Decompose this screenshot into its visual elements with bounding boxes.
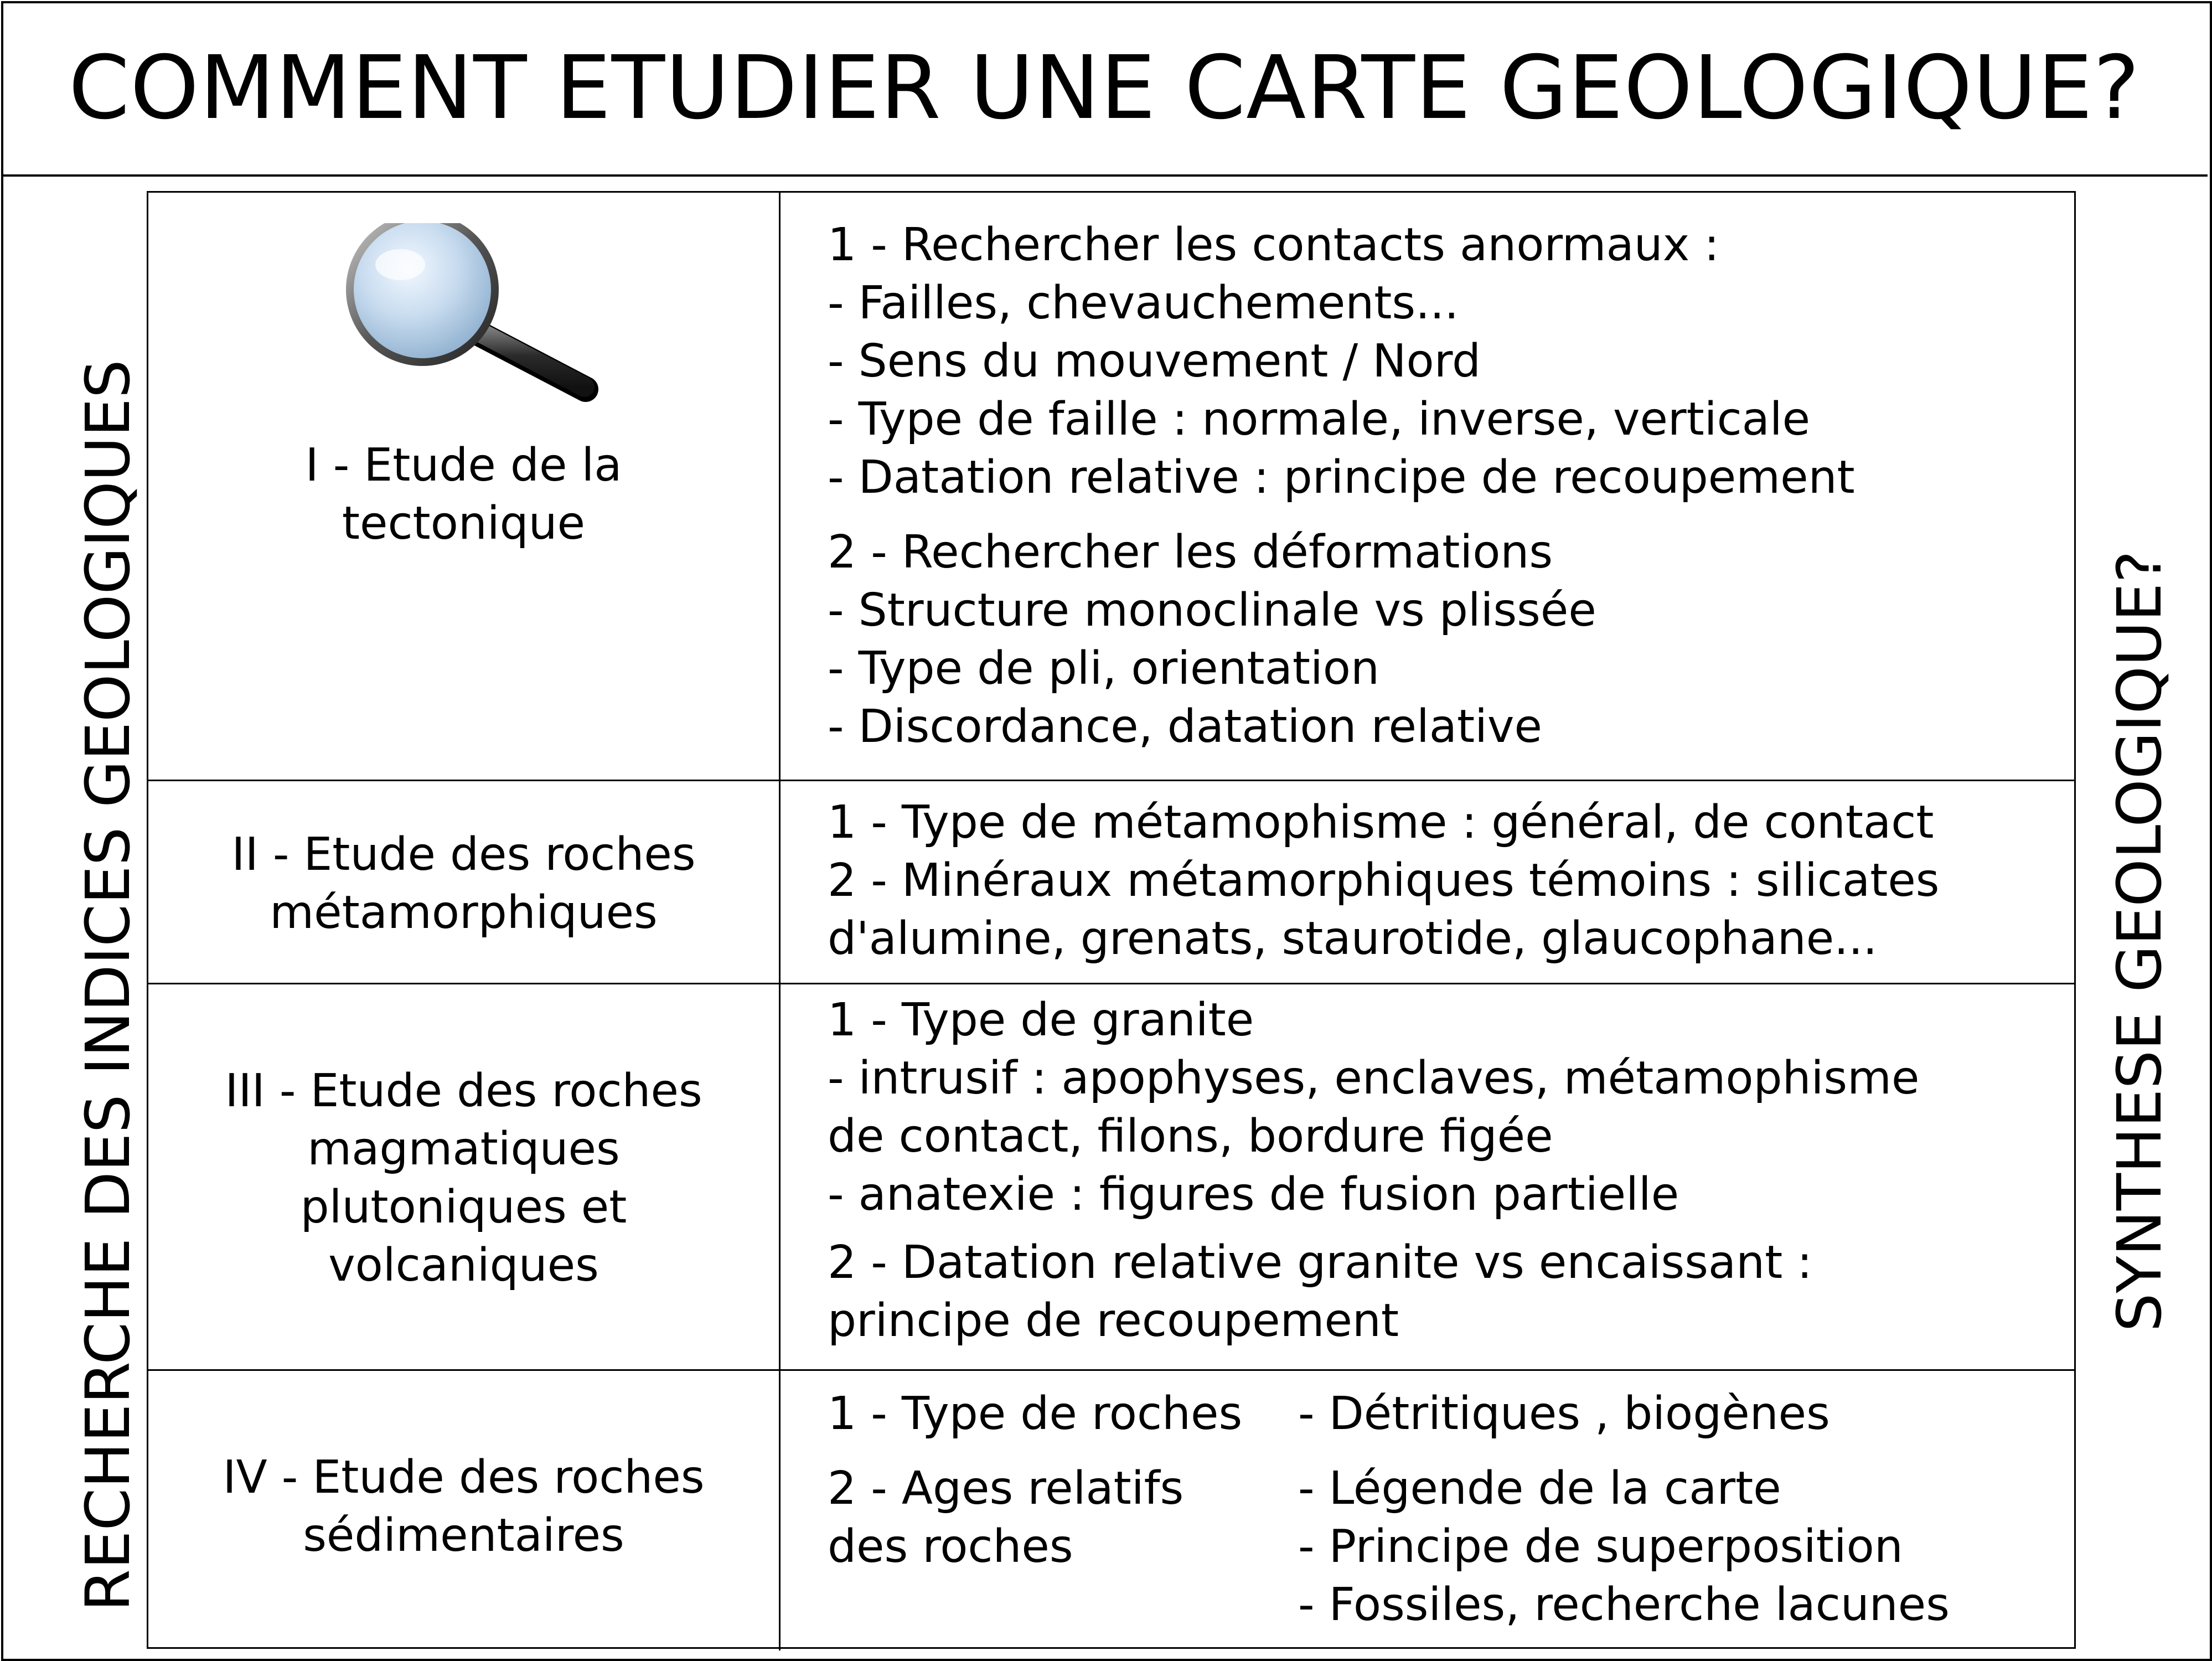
section-label-cell [148, 984, 781, 1369]
section-label-line: plutoniques et [300, 1181, 627, 1234]
section-label-cell [148, 193, 781, 780]
study-table [147, 191, 2076, 1649]
content-line: 1 - Rechercher les contacts anormaux : [828, 219, 1719, 271]
content-line: - Discordance, datation relative [828, 700, 1542, 753]
section-label-line: métamorphiques [270, 886, 658, 939]
section-label-line: IV - Etude des roches [223, 1451, 705, 1504]
content-line: - Sens du mouvement / Nord [828, 335, 1481, 388]
content-line: - Failles, chevauchements... [828, 277, 1459, 329]
content-line: 2 - Rechercher les déformations [828, 526, 1553, 579]
content-line: principe de recoupement [828, 1294, 1399, 1347]
content-line: - Structure monoclinale vs plissée [828, 584, 1596, 637]
content-line: - Légende de la carte [1298, 1462, 1781, 1515]
section-content-cell [781, 984, 2074, 1369]
content-line: - Datation relative : principe de recoupement [828, 451, 1855, 504]
content-line: - Fossiles, recherche lacunes [1298, 1579, 1950, 1631]
content-line: des roches [828, 1520, 1073, 1573]
content-line: 1 - Type de roches [828, 1387, 1243, 1440]
table-row-metamorphiques [148, 781, 2074, 984]
content-line: 2 - Datation relative granite vs encaissant : [828, 1236, 1812, 1289]
table-row-sedimentaires [148, 1371, 2074, 1650]
section-label-line: III - Etude des roches [225, 1065, 702, 1117]
section-label-line: tectonique [342, 497, 586, 550]
section-label [148, 826, 779, 942]
section-label-line: magmatiques [307, 1123, 620, 1175]
table-row-magmatiques [148, 984, 2074, 1371]
content-line: - Principe de superposition [1298, 1520, 1903, 1573]
content-line: 2 - Minéraux métamorphiques témoins : silicates [828, 854, 1940, 907]
page-title: COMMENT ETUDIER UNE CARTE GEOLOGIQUE? [68, 37, 2141, 139]
section-label-cell [148, 1371, 781, 1650]
table-row-tectonique [148, 193, 2074, 781]
content-line: - Type de faille : normale, inverse, verticale [828, 393, 1811, 446]
section-label [148, 1062, 779, 1294]
content-line: - Type de pli, orientation [828, 642, 1379, 695]
content-line: d'alumine, grenats, staurotide, glaucophane... [828, 912, 1878, 965]
title-bar [1, 1, 2208, 177]
section-label-line: I - Etude de la [305, 439, 622, 492]
section-label-cell [148, 781, 781, 983]
section-label-line: volcaniques [328, 1239, 599, 1292]
content-line: - Détritiques , biogènes [1298, 1387, 1830, 1440]
content-line: 1 - Type de granite [828, 994, 1254, 1046]
content-line: 1 - Type de métamophisme : général, de contact [828, 796, 1934, 849]
section-label-line: sédimentaires [303, 1509, 624, 1562]
content-line: - anatexie : figures de fusion partielle [828, 1168, 1679, 1221]
right-vertical-label: SYNTHESE GEOLOGIQUE? [2104, 550, 2175, 1332]
content-line: 2 - Ages relatifs [828, 1462, 1184, 1515]
section-content-cell [781, 1371, 2074, 1650]
section-label [148, 1448, 779, 1565]
left-vertical-label: RECHERCHE DES INDICES GEOLOGIQUES [73, 359, 143, 1612]
section-label [148, 436, 779, 553]
section-label-line: II - Etude des roches [231, 828, 696, 881]
section-content-cell [781, 781, 2074, 983]
content-line: - intrusif : apophyses, enclaves, métamophisme [828, 1052, 1920, 1105]
content-line: de contact, filons, bordure figée [828, 1110, 1553, 1163]
section-content-cell [781, 193, 2074, 780]
magnifying-glass-icon [337, 223, 624, 422]
